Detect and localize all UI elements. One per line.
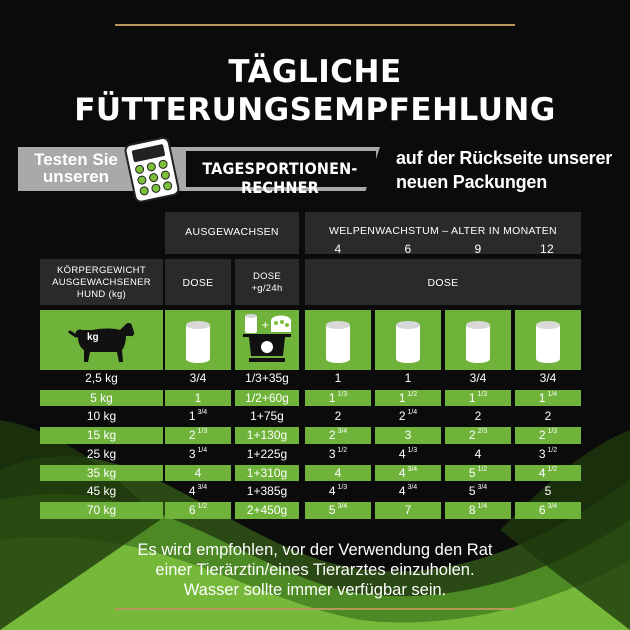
- row-puppy-dose: [515, 428, 581, 442]
- row-puppy-dose: [375, 409, 441, 423]
- dose-value: 3: [404, 428, 412, 443]
- dose-value: 4: [398, 484, 406, 499]
- header-dose-label: DOSE: [182, 277, 214, 289]
- can-icon-cell-12m: [515, 310, 581, 370]
- row-puppy-dose: [305, 484, 371, 498]
- dose-value: 7: [404, 502, 412, 517]
- dose-value: 3/4: [469, 371, 487, 385]
- calculator-icon: [116, 135, 186, 205]
- rechner-part-b: RECHNER: [241, 178, 319, 197]
- row-puppy-dose: [445, 428, 511, 442]
- row-puppy-dose: [445, 447, 511, 461]
- row-puppy-dose: [305, 391, 371, 405]
- row-puppy-dose: [305, 466, 371, 480]
- dose-fraction: 1/2: [335, 446, 348, 454]
- dose-fraction: 1/3: [405, 446, 418, 454]
- row-puppy-dose: [305, 371, 371, 385]
- puppy-age-6: 6: [404, 242, 412, 256]
- header-dose: [165, 259, 231, 305]
- row-weight: 5 kg: [90, 390, 113, 405]
- can-icon-cell-6m: [375, 310, 441, 370]
- banner-right-line2: neuen Packungen: [396, 172, 548, 192]
- row-weight: 45 kg: [86, 484, 117, 499]
- header-dose-dry: [235, 259, 299, 305]
- calculator-banner: [18, 145, 380, 195]
- can-icon: [463, 318, 493, 364]
- dose-fraction: 1/3: [545, 428, 558, 436]
- header-dose-puppy: [305, 259, 581, 305]
- dose-value: 2: [538, 428, 546, 443]
- row-adult-dose-dry: 1/3+35g: [245, 371, 289, 385]
- row-puppy-dose: [305, 409, 371, 423]
- row-puppy-dose: [375, 447, 441, 461]
- can-icon: [393, 318, 423, 364]
- row-puppy-dose: [375, 466, 441, 480]
- row-weight: 35 kg: [86, 465, 117, 480]
- row-puppy-dose: [515, 503, 581, 517]
- row-adult-dose-dry: 1/2+60g: [245, 390, 289, 405]
- header-weight-line1: KÖRPERGEWICHT: [57, 265, 146, 276]
- can-icon: [183, 318, 213, 364]
- dose-fraction: 1/2: [475, 465, 488, 473]
- dose-value: 1: [404, 371, 412, 385]
- dose-value: 1: [188, 409, 196, 424]
- row-adult-dose: [165, 466, 231, 480]
- dose-value: 5: [328, 502, 336, 517]
- row-puppy-dose: [445, 484, 511, 498]
- row-weight: 2,5 kg: [85, 371, 118, 385]
- row-adult-dose-dry: 2+450g: [246, 502, 288, 517]
- row-puppy-dose: [515, 391, 581, 405]
- header-weight: [40, 259, 163, 305]
- dose-value: 1: [194, 390, 202, 405]
- row-adult-dose-dry: 1+310g: [246, 465, 288, 480]
- puppy-age-12: 12: [540, 242, 554, 256]
- row-adult-dose: [165, 447, 231, 461]
- dose-value: 6: [188, 502, 196, 517]
- dose-fraction: 2/3: [475, 428, 488, 436]
- can-icon: [323, 318, 353, 364]
- banner-right-text: [396, 146, 626, 194]
- row-puppy-dose: [515, 371, 581, 385]
- dose-value: 2: [544, 409, 552, 424]
- row-weight: 70 kg: [86, 502, 117, 517]
- puppy-age-9: 9: [474, 242, 482, 256]
- row-puppy-dose: [375, 484, 441, 498]
- footer-line3: Wasser sollte immer verfügbar sein.: [183, 581, 447, 599]
- dose-fraction: 1/3: [335, 484, 348, 492]
- dose-value: 1: [334, 371, 342, 385]
- bottom-gold-rule: [115, 608, 515, 610]
- top-gold-rule: [115, 24, 515, 26]
- header-weight-line2: AUSGEWACHSENER: [52, 277, 151, 288]
- can-icon-cell-adult: [165, 310, 231, 370]
- row-puppy-dose: [515, 409, 581, 423]
- row-weight: 15 kg: [86, 428, 117, 443]
- row-puppy-dose: [515, 484, 581, 498]
- scale-icon-cell: [235, 310, 299, 370]
- dose-value: 4: [194, 465, 202, 480]
- dose-fraction: 1/3: [195, 428, 208, 436]
- dose-fraction: 1/4: [195, 446, 208, 454]
- row-weight: 10 kg: [86, 409, 117, 424]
- dose-fraction: 3/4: [405, 484, 418, 492]
- dog-kg-label: kg: [87, 332, 99, 343]
- dose-fraction: 1/2: [545, 446, 558, 454]
- row-puppy-dose: [515, 447, 581, 461]
- dose-value: 5: [544, 484, 552, 499]
- dose-value: 4: [398, 465, 406, 480]
- row-puppy-dose: [305, 428, 371, 442]
- dose-fraction: 1/4: [545, 390, 558, 398]
- row-adult-dose: [165, 503, 231, 517]
- row-adult-dose: [165, 484, 231, 498]
- dose-fraction: 3/4: [195, 484, 208, 492]
- row-puppy-dose: [375, 503, 441, 517]
- header-adult-label: AUSGEWACHSEN: [185, 226, 279, 238]
- row-puppy-dose: [305, 447, 371, 461]
- banner-rechner-label: [188, 159, 372, 197]
- row-puppy-dose: [305, 503, 371, 517]
- dose-value: 1: [328, 390, 336, 405]
- row-adult-dose: [165, 428, 231, 442]
- footer-line2: einer Tierärztin/eines Tierarztes einzuholen.: [155, 561, 475, 579]
- dose-value: 2: [188, 428, 196, 443]
- dose-value: 3: [188, 446, 196, 461]
- dose-value: 5: [468, 465, 476, 480]
- dose-fraction: 1/2: [195, 502, 208, 510]
- can-icon: [533, 318, 563, 364]
- dose-value: 1: [398, 390, 406, 405]
- rechner-part-a: TAGESPORTIONEN-: [202, 159, 358, 178]
- row-puppy-dose: [375, 391, 441, 405]
- dose-value: 4: [328, 484, 336, 499]
- dose-value: 4: [474, 446, 482, 461]
- banner-left-line1: Testen Sie: [34, 150, 118, 169]
- row-puppy-dose: [445, 466, 511, 480]
- row-puppy-dose: [445, 409, 511, 423]
- dose-value: 5: [468, 484, 476, 499]
- dog-icon: [68, 314, 138, 366]
- header-dose-dry-label: [235, 271, 299, 295]
- dose-value: 4: [538, 465, 546, 480]
- dose-value: 2: [474, 409, 482, 424]
- header-weight-label: [40, 265, 163, 301]
- banner-left-text: [26, 151, 126, 185]
- row-adult-dose: [165, 371, 231, 385]
- dose-fraction: 3/4: [335, 502, 348, 510]
- dose-value: 4: [334, 465, 342, 480]
- row-adult-dose: [165, 391, 231, 405]
- dose-value: 3/4: [539, 371, 557, 385]
- row-adult-dose-dry: 1+385g: [246, 484, 288, 499]
- row-adult-dose-dry: 1+75g: [250, 409, 284, 424]
- row-adult-dose: [165, 409, 231, 423]
- header-dose-dry-line2: +g/24h: [251, 283, 283, 294]
- banner-left-line2: unseren: [42, 167, 110, 186]
- header-puppy-label: WELPENWACHSTUM – ALTER IN MONATEN: [329, 225, 557, 237]
- dose-fraction: 3/4: [405, 465, 418, 473]
- dose-value: 3/4: [189, 371, 207, 385]
- dose-fraction: 1/4: [405, 409, 418, 417]
- header-adult: [165, 212, 299, 254]
- row-puppy-dose: [445, 503, 511, 517]
- row-adult-dose-dry: 1+130g: [246, 428, 288, 443]
- row-puppy-dose: [375, 371, 441, 385]
- row-puppy-dose: [515, 466, 581, 480]
- row-puppy-dose: [445, 371, 511, 385]
- dose-value: 2: [398, 409, 406, 424]
- svg-text:+: +: [261, 320, 270, 331]
- dose-value: 8: [468, 502, 476, 517]
- page-title-line2: FÜTTERUNGSEMPFEHLUNG: [74, 92, 556, 128]
- dose-fraction: 1/2: [545, 465, 558, 473]
- dose-fraction: 3/4: [545, 502, 558, 510]
- dose-value: 3: [538, 446, 546, 461]
- dose-fraction: 1/2: [405, 390, 418, 398]
- dose-value: 4: [398, 446, 406, 461]
- dose-value: 1: [468, 390, 476, 405]
- header-puppy: [305, 212, 581, 254]
- header-dose-dry-line1: DOSE: [252, 271, 282, 282]
- banner-right-line1: auf der Rückseite unserer: [396, 148, 613, 168]
- dose-value: 6: [538, 502, 546, 517]
- row-weight: 25 kg: [86, 446, 117, 461]
- dose-fraction: 1/3: [335, 390, 348, 398]
- row-adult-dose-dry: 1+225g: [246, 446, 288, 461]
- dose-fraction: 1/3: [475, 390, 488, 398]
- page-title-line1: TÄGLICHE: [228, 54, 402, 90]
- dose-fraction: 3/4: [475, 484, 488, 492]
- footer-line1: Es wird empfohlen, vor der Verwendung den Rat: [137, 541, 493, 559]
- dose-value: 2: [334, 409, 342, 424]
- dose-fraction: 3/4: [195, 409, 208, 417]
- dog-icon-cell: [40, 310, 163, 370]
- scale-with-can-and-kibble-icon: [239, 312, 295, 368]
- dose-fraction: 1/4: [475, 502, 488, 510]
- dose-value: 2: [468, 428, 476, 443]
- dose-value: 4: [188, 484, 196, 499]
- dose-value: 1: [538, 390, 546, 405]
- dose-value: 2: [328, 428, 336, 443]
- header-dose-puppy-label: DOSE: [427, 277, 459, 289]
- header-weight-line3: HUND (kg): [76, 289, 127, 300]
- dose-fraction: 3/4: [335, 428, 348, 436]
- can-icon-cell-9m: [445, 310, 511, 370]
- row-puppy-dose: [375, 428, 441, 442]
- can-icon-cell-4m: [305, 310, 371, 370]
- puppy-age-4: 4: [334, 242, 342, 256]
- dose-value: 3: [328, 446, 336, 461]
- footer-note: [0, 540, 630, 600]
- row-puppy-dose: [445, 391, 511, 405]
